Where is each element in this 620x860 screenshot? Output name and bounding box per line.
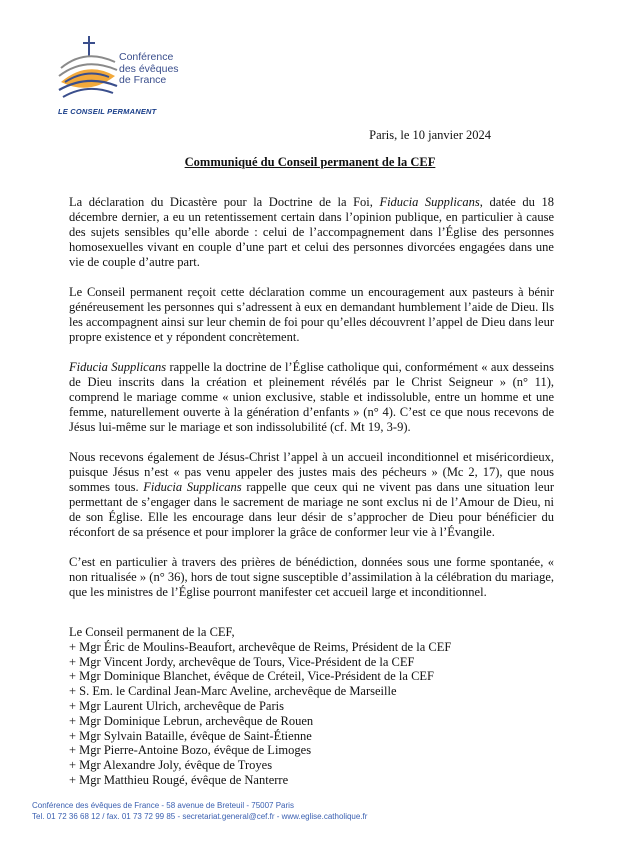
- signer-line: + Mgr Laurent Ulrich, archevêque de Paris: [69, 698, 284, 713]
- document-title: Communiqué du Conseil permanent de la CEF: [184, 155, 436, 169]
- signer-line: Le Conseil permanent de la CEF,: [69, 625, 235, 639]
- signer-line: + Mgr Dominique Lebrun, archevêque de Rouen: [69, 713, 314, 728]
- signer-line: + Mgr Sylvain Bataille, évêque de Saint-Étienne: [69, 728, 312, 743]
- signers-list: [69, 625, 554, 788]
- signer-line: + Mgr Pierre-Antoine Bozo, évêque de Limoges: [69, 743, 312, 758]
- conseil-permanent-label: LE CONSEIL PERMANENT: [58, 107, 157, 116]
- signer-line: + Mgr Matthieu Rougé, évêque de Nanterre: [69, 772, 289, 787]
- paragraph: C’est en particulier à travers des prières de bénédiction, données sous une forme spontanée, « non ritualisée » (n° 36), hors de tout signe susceptible d’assimilation à la célébration du mariage, que les ministres de l’Église pourront manifester cet accueil large et inconditionnel.: [69, 555, 554, 599]
- document-body: [69, 195, 554, 615]
- org-name: [119, 52, 179, 87]
- cef-logo-icon: [55, 36, 119, 106]
- signer-line: + Mgr Dominique Blanchet, évêque de Créteil, Vice-Président de la CEF: [69, 669, 435, 684]
- footer-contact: Tel. 01 72 36 68 12 / fax. 01 73 72 99 85 - secretariat.general@cef.fr - www.eglise.catholique.fr: [32, 812, 368, 821]
- paragraph: La déclaration du Dicastère pour la Doctrine de la Foi, Fiducia Supplicans, datée du 18 décembre dernier, a eu un retentissement certain dans l’opinion publique, en particulier à cause des sujets sensibles qu’elle aborde : celui de l’accompagnement dans l’Église des personnes homosexuelles vivant en couple d’une part et celui des personnes divorcées engagées dans une vie de couple d’autre part.: [69, 195, 555, 269]
- signer-line: + Mgr Éric de Moulins-Beaufort, archevêque de Reims, Président de la CEF: [69, 639, 452, 654]
- paragraph: Fiducia Supplicans rappelle la doctrine de l’Église catholique qui, conformément « aux desseins de Dieu inscrits dans la création et pleinement révélés par le Christ Seigneur » (n° 11), comprend le mariage comme « union exclusive, stable et indissoluble, entre un homme et une femme, naturellement ouverte à la génération d’enfants » (n° 4). C’est ce que nous recevons de Jésus lui-même sur le mariage et son indissolubilité (cf. Mt 19, 3-9).: [69, 360, 554, 434]
- document-date: Paris, le 10 janvier 2024: [369, 128, 491, 142]
- paragraph: Le Conseil permanent reçoit cette déclaration comme un encouragement aux pasteurs à bénir généreusement les personnes qui s’adressent à eux en demandant humblement l’aide de Dieu. Ils les accompagnent ainsi sur leur chemin de foi pour qu’elles découvrent l’appel de Dieu dans leur propre existence et y répondent concrètement.: [69, 285, 554, 344]
- signer-line: + S. Em. le Cardinal Jean-Marc Aveline, archevêque de Marseille: [69, 684, 397, 699]
- letterhead: [55, 36, 195, 118]
- footer-address: Conférence des évêques de France - 58 avenue de Breteuil - 75007 Paris: [32, 801, 294, 810]
- signer-line: + Mgr Vincent Jordy, archevêque de Tours, Vice-Président de la CEF: [69, 654, 415, 669]
- footer: [32, 800, 367, 822]
- signer-line: + Mgr Alexandre Joly, évêque de Troyes: [69, 758, 273, 773]
- org-name-line: des évêques: [119, 62, 179, 75]
- paragraph: Nous recevons également de Jésus-Christ l’appel à un accueil inconditionnel et miséricordieux, puisque Jésus n’est « pas venu appeler des justes mais des pécheurs » (Mc 2, 17), que nous sommes tous. Fiducia Supplicans rappelle que ceux qui ne vivent pas dans une situation leur permettant de s’engager dans le sacrement de mariage ne sont exclus ni de l’Amour de Dieu, ni de son Église. Elle les encourage dans leur désir de s’approcher de Dieu pour bénéficier du réconfort de sa présence et pour implorer la grâce de conformer leur vie à l’Évangile.: [69, 450, 554, 539]
- org-name-line: Conférence: [119, 51, 174, 63]
- org-name-line: de France: [119, 74, 167, 86]
